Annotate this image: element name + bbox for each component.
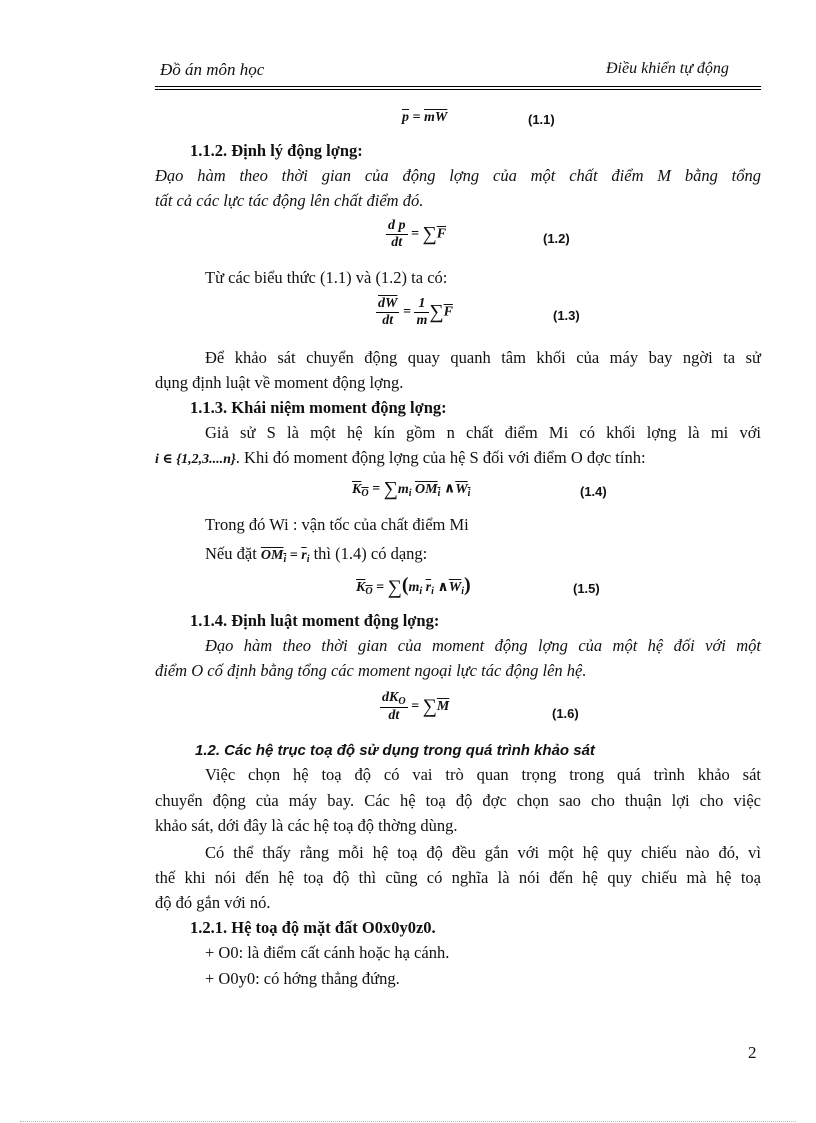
equation-1-1: $\overline{p} = \overline{mW}$ [402,110,448,125]
equation-1-6-number: (1.6) [552,706,579,721]
equation-1-5-number: (1.5) [573,581,600,596]
header-left-title: Đồ án môn học [160,60,265,79]
coords-paragraph-2-line-3: độ đó gắn với nó. [155,893,271,912]
eq-1-3-coef-den: m [416,313,428,328]
eq-1-4-mass: $m_i$ [397,481,412,499]
eq-1-4-w: $W_i$ [455,481,471,499]
ground-frame-item-1: + O0: là điểm cất cánh hoặc hạ cánh. [205,943,450,962]
coords-paragraph-2-line-1: Có thể thấy rằng mỗi hệ toạ độ đều gắn với một hệ quy chiếu nào đó, vì [205,843,761,862]
eq-1-3-numerator: $\overline{dW}$ [378,296,398,311]
eq-1-2-denominator: dt [391,235,403,250]
moment-paragraph-line-1: Để khảo sát chuyển động quay quanh tâm khối của máy bay ngời ta sử [205,348,761,367]
eq-1-2-rhs: $\overline{F}$ [436,226,447,242]
theorem-line-2: tất cả các lực tác động lên chất điểm đó. [155,191,424,210]
system-definition-line-2 [155,447,646,471]
equation-1-1-number: (1.1) [528,112,555,127]
system-definition-rest: . Khi đó moment động lợng của hệ S đối với điểm O đợc tính: [235,448,646,467]
sum-symbol: ∑ [422,695,437,718]
law-line-2: điểm O cố định bằng tổng các moment ngoại lực tác động lên hệ. [155,661,587,680]
equation-1-5: $K_O = \sum(m_i$ $\overline{r}_i$ $\wedge\overline{W}_i$) [356,574,471,599]
moment-paragraph-line-2: dụng định luật về moment động lợng. [155,373,404,392]
equation-1-4: $K_O = \sum m_i$ $OM_i$ $\wedge W_i$ [352,478,471,500]
equation-1-6: $\frac{dK_O}{dt}$ = $\sum\overline{M}$ [382,690,450,723]
eq-1-3-denominator: dt [382,313,394,328]
equation-1-2: $\frac{\text{d p}}{dt}$ = $\sum\overline{F}$ [388,218,447,250]
eq-1-4-om: $OM_i$ [415,481,441,499]
eq-1-6-rhs: $\overline{M}$ [436,699,450,715]
from-expressions-text: Từ các biểu thức (1.1) và (1.2) ta có: [205,268,448,287]
substitution-line: Nếu đặt $OM_i = \overline{r}_i$ thì (1.4) có dạng: [205,544,428,565]
eq-1-3-coef-top: 1 [414,296,429,313]
header-right-title: Điều khiển tự động [606,60,729,77]
index-set: i ∈ {1,2,3....n} [155,452,236,467]
heading-1-2: 1.2. Các hệ trục toạ độ sử dụng trong quá trình khảo sát [195,742,595,759]
ground-frame-item-2: + O0y0: có hớng thẳng đứng. [205,969,400,988]
equation-1-4-number: (1.4) [580,484,607,499]
system-definition-line-1: Giả sử S là một hệ kín gồm n chất điểm Mi có khối lợng là mi với [205,423,761,442]
eq-1-1-rhs: $\overline{mW}$ [423,110,448,125]
sum-symbol: ∑ [422,223,437,245]
where-text: Trong đó Wi : vận tốc của chất điểm Mi [205,515,469,534]
law-line-1: Đạo hàm theo thời gian của moment động lợng của một hệ đối với một [205,636,761,655]
eq-1-6-numerator: $dK_O$ [382,690,406,707]
equation-1-3-number: (1.3) [553,308,580,323]
coords-paragraph-1-line-1: Việc chọn hệ toạ độ có vai trò quan trọng trong quá trình khảo sát [205,765,761,784]
page-bottom-border [20,1121,796,1122]
sum-symbol: ∑ [383,478,398,500]
coords-paragraph-1-line-2: chuyển động của máy bay. Các hệ toạ độ đợc chọn sao cho thuận lợi cho việc [155,791,761,810]
coords-paragraph-1-line-3: khảo sát, dới đây là các hệ toạ độ thờng dùng. [155,816,458,835]
eq-1-3-rhs: $\overline{F}$ [443,304,453,320]
theorem-line-1: Đạo hàm theo thời gian của động lợng của một chất điểm M bằng tổng [155,166,761,185]
equation-1-3: $\frac{\overline{dW}}{dt}$ = $\frac{1}{m}$ $\sum\overline{F}$ [378,296,453,328]
eq-1-6-denominator: dt [388,708,400,723]
header-divider [155,86,761,90]
coords-paragraph-2-line-2: thế khi nói đến hệ toạ độ thì cũng có nghĩa là nói đến hệ quy chiếu mà hệ toạ [155,868,761,887]
heading-1-1-2: 1.1.2. Định lý động lợng: [190,141,363,160]
eq-1-4-lhs: $K_O$ [352,481,369,499]
heading-1-2-1: 1.2.1. Hệ toạ độ mặt đất O0x0y0z0. [190,918,436,937]
substitution-formula: $OM_i = \overline{r}_i$ [260,548,310,565]
equation-1-2-number: (1.2) [543,231,570,246]
page-number: 2 [748,1043,757,1062]
eq-1-1-lhs: $\overline{p}$ [402,110,409,125]
eq-1-2-numerator: d p [388,218,406,233]
sum-symbol: ∑ [429,301,444,323]
heading-1-1-3: 1.1.3. Khái niệm moment động lợng: [190,398,447,417]
heading-1-1-4: 1.1.4. Định luật moment động lợng: [190,611,440,630]
